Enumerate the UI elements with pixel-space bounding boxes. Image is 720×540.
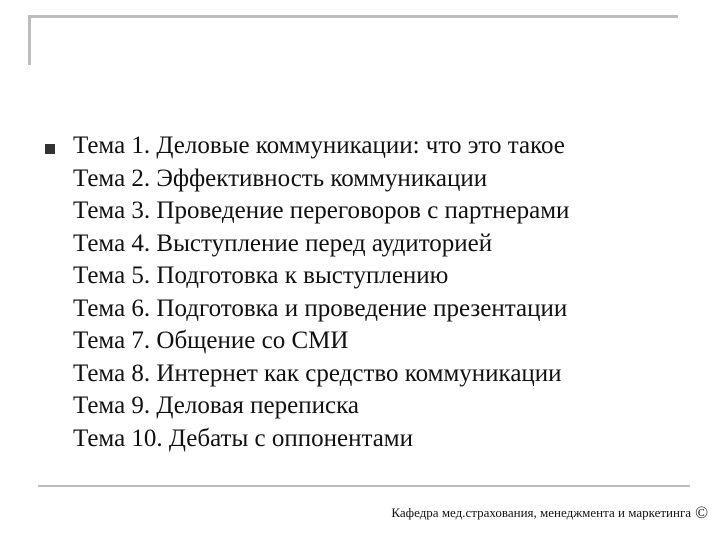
topic-list [73, 130, 569, 455]
footer [391, 503, 708, 523]
footer-divider [38, 485, 690, 487]
square-bullet-icon [45, 144, 55, 154]
topic-item: Тема 3. Проведение переговоров с партнерами [73, 197, 570, 224]
topic-item: Тема 1. Деловые коммуникации: что это такое [73, 132, 565, 159]
slide-frame-left-border [28, 15, 31, 65]
topic-item: Тема 2. Эффективность коммуникации [73, 164, 488, 192]
topic-item: Тема 9. Деловая переписка [73, 392, 359, 419]
topic-item: Тема 5. Подготовка к выступлению [73, 262, 449, 289]
topic-item: Тема 7. Общение со СМИ [73, 327, 349, 354]
footer-department-text: Кафедра мед.страхования, менеджмента и маркетинга [391, 505, 692, 520]
copyright-symbol: © [695, 503, 708, 522]
slide-frame-top-border [28, 15, 678, 18]
topic-item: Тема 10. Дебаты с оппонентами [73, 424, 413, 452]
topic-item: Тема 6. Подготовка и проведение презентации [73, 294, 568, 322]
topic-item: Тема 4. Выступление перед аудиторией [73, 229, 493, 257]
topic-item: Тема 8. Интернет как средство коммуникации [73, 359, 562, 387]
